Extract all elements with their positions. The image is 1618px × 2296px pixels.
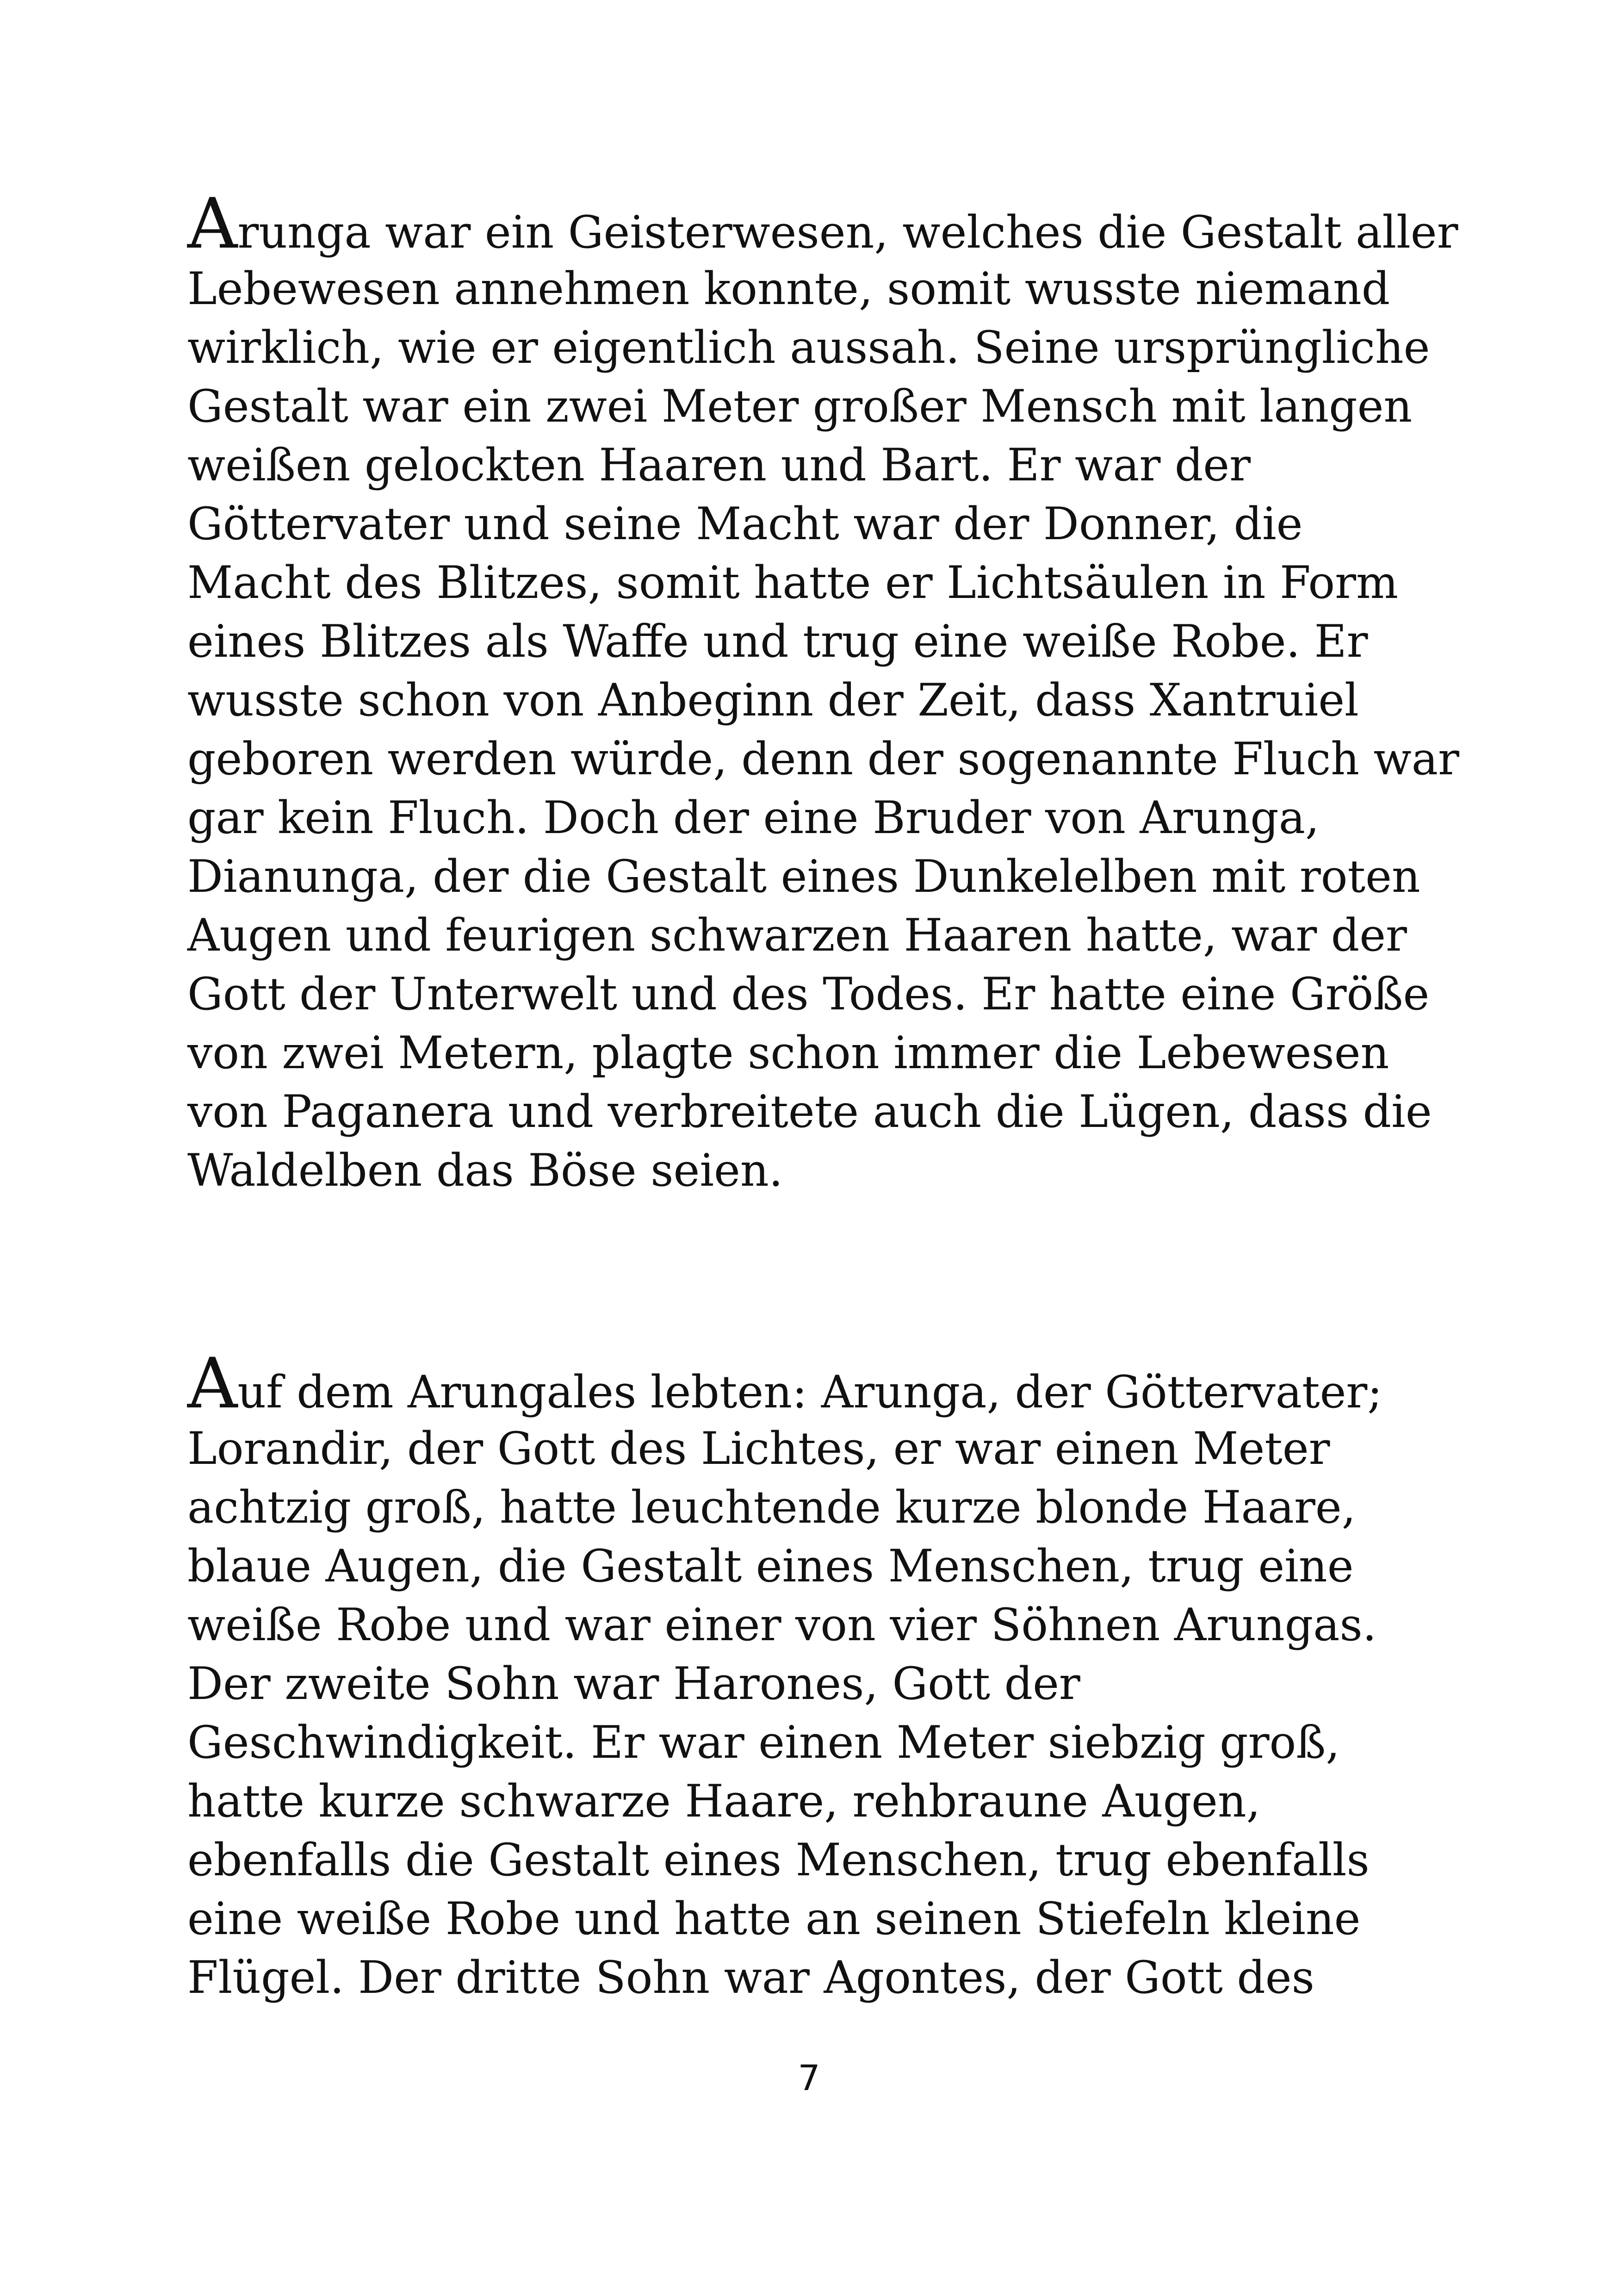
page-number: 7 xyxy=(798,2057,820,2098)
text-line: ebenfalls die Gestalt eines Menschen, trug ebenfalls xyxy=(187,1834,1370,1886)
text-line: von Paganera und verbreitete auch die Lügen, dass die xyxy=(187,1086,1432,1138)
text-line: wirklich, wie er eigentlich aussah. Seine ursprüngliche xyxy=(187,322,1430,373)
text-line: Göttervater und seine Macht war der Donner, die xyxy=(187,498,1303,550)
text-line: Der zweite Sohn war Harones, Gott der xyxy=(187,1658,1080,1710)
text-line: Arunga war ein Geisterwesen, welches die Gestalt aller xyxy=(187,184,1458,264)
text-line: Dianunga, der die Gestalt eines Dunkelelben mit roten xyxy=(187,851,1420,902)
drop-cap: A xyxy=(187,1344,238,1424)
paragraph-1 xyxy=(187,184,1483,1200)
text-line: Gestalt war ein zwei Meter großer Mensch mit langen xyxy=(187,380,1413,432)
text-line: Gott der Unterwelt und des Todes. Er hatte eine Größe xyxy=(187,968,1430,1020)
paragraph-2 xyxy=(187,1344,1483,2007)
text-line: wusste schon von Anbeginn der Zeit, dass Xantruiel xyxy=(187,674,1359,726)
text-line: eines Blitzes als Waffe und trug eine weiße Robe. Er xyxy=(187,616,1368,667)
text-line: eine weiße Robe und hatte an seinen Stiefeln kleine xyxy=(187,1893,1361,1945)
text-line: Lorandir, der Gott des Lichtes, er war einen Meter xyxy=(187,1423,1330,1475)
drop-cap: A xyxy=(187,184,238,264)
text-line: Macht des Blitzes, somit hatte er Lichtsäulen in Form xyxy=(187,557,1399,609)
text-line: achtzig groß, hatte leuchtende kurze blonde Haare, xyxy=(187,1481,1356,1533)
text-line: hatte kurze schwarze Haare, rehbraune Augen, xyxy=(187,1775,1261,1827)
text-line: Flügel. Der dritte Sohn war Agontes, der Gott des xyxy=(187,1952,1314,2004)
text-line: Auf dem Arungales lebten: Arunga, der Göttervater; xyxy=(187,1344,1382,1424)
text-line: gar kein Fluch. Doch der eine Bruder von Arunga, xyxy=(187,792,1320,844)
text-line: von zwei Metern, plagte schon immer die Lebewesen xyxy=(187,1027,1389,1079)
text-line: blaue Augen, die Gestalt eines Menschen, trug eine xyxy=(187,1540,1354,1592)
text-line: weißen gelockten Haaren und Bart. Er war der xyxy=(187,439,1251,491)
text-line: weiße Robe und war einer von vier Söhnen Arungas. xyxy=(187,1599,1377,1651)
text-line: Augen und feurigen schwarzen Haaren hatte, war der xyxy=(187,909,1407,961)
text-line: Waldelben das Böse seien. xyxy=(187,1145,783,1196)
text-line: Lebewesen annehmen konnte, somit wusste niemand xyxy=(187,263,1390,315)
text-line: geboren werden würde, denn der sogenannte Fluch war xyxy=(187,733,1459,785)
text-line: Geschwindigkeit. Er war einen Meter siebzig groß, xyxy=(187,1717,1340,1768)
